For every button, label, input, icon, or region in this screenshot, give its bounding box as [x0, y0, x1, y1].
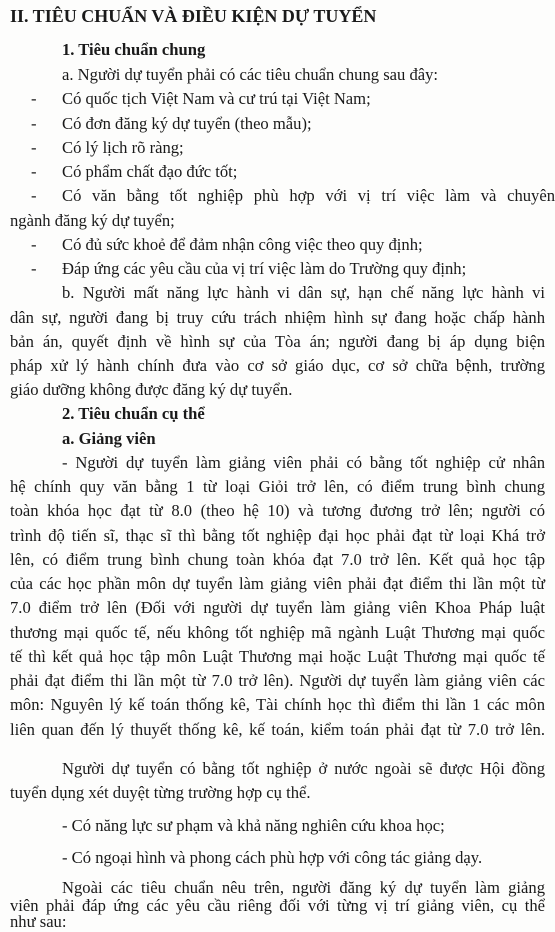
list-item-text: Có văn bằng tốt nghiệp phù hợp với vị trí việc làm và chuyên [62, 186, 555, 205]
list-item [0, 114, 555, 134]
lecturer-para-line: thương mại quốc tế, nếu không tốt nghiệp mã ngành Luật Thương mại quốc [10, 623, 545, 642]
lecturer-para-line: lên, có điểm trung bình chung toàn khóa đạt 7.0 trở lên. Kết quả học tập [10, 550, 545, 569]
paragraph-b-line: giáo dưỡng không được đăng ký dự tuyển. [10, 380, 293, 399]
lecturer-para-line: môn: Nguyên lý kế toán thống kê, Tài chính học thì điểm thi lần 1 các môn [10, 695, 545, 714]
list-item-text: Đáp ứng các yêu cầu của vị trí việc làm do Trường quy định; [62, 259, 467, 278]
subsection-title-specific: 2. Tiêu chuẩn cụ thể [62, 404, 205, 423]
dash-marker: - [31, 162, 37, 181]
list-item [0, 89, 555, 109]
list-item-text: Có quốc tịch Việt Nam và cư trú tại Việt Nam; [62, 89, 371, 108]
section-heading: II. TIÊU CHUẨN VÀ ĐIỀU KIỆN DỰ TUYỂN [10, 6, 377, 26]
paragraph-b-line: pháp xử lý hành chính đưa vào cơ sở giáo dục, cơ sở chữa bệnh, trường [10, 356, 545, 375]
list-item-text: Có đủ sức khoẻ để đảm nhận công việc theo quy định; [62, 235, 423, 254]
paragraph-b-line: bản án, quyết định về hình sự của Tòa án; người đang bị áp dụng biện [10, 332, 545, 351]
subsection-title-general: 1. Tiêu chuẩn chung [62, 40, 206, 59]
lecturer-para-line: toàn khóa học đạt từ 8.0 (theo hệ 10) và tương đương trở lên; người có [10, 501, 545, 520]
lecturer-para-line: 7.0 điểm trở lên (Đối với người dự tuyển làm giảng viên Khoa Pháp luật [10, 598, 545, 617]
lecturer-para-line: - Người dự tuyển làm giảng viên phải có bằng tốt nghiệp cử nhân [62, 453, 545, 472]
lecturer-para-line: trình độ tiến sĩ, thạc sĩ thì bằng tốt nghiệp đại học phải đạt từ loại Khá trở [10, 526, 545, 545]
lecturer-para-line: phải đạt điểm thi lần một từ 7.0 trở lên). Người dự tuyển làm giảng viên các [10, 671, 545, 690]
list-item [0, 162, 555, 182]
closing-para-line: viên phải đáp ứng các yêu cầu riêng đối với từng vị trí giảng viên, cụ thể [10, 896, 545, 915]
subheading-lecturer: a. Giảng viên [62, 429, 156, 448]
list-item-text: Có đơn đăng ký dự tuyển (theo mẫu); [62, 114, 312, 133]
paragraph-b-line: b. Người mất năng lực hành vi dân sự, hạn chế năng lực hành vi [62, 283, 545, 302]
dash-marker: - [31, 235, 37, 254]
list-item [0, 259, 555, 279]
list-item-continuation: ngành đăng ký dự tuyển; [10, 211, 175, 230]
lecturer-para-line: của các học phần môn dự tuyển làm giảng viên phải đạt điểm thi lần một từ [10, 574, 545, 593]
list-item [0, 235, 555, 255]
intro-a: a. Người dự tuyển phải có các tiêu chuẩn chung sau đây: [62, 65, 439, 84]
closing-para-line: Ngoài các tiêu chuẩn nêu trên, người đăng ký dự tuyển làm giảng [62, 878, 545, 897]
dash-marker: - [31, 138, 37, 157]
requirement-bullet: - Có ngoại hình và phong cách phù hợp với công tác giảng dạy. [62, 848, 483, 867]
foreign-degree-line: Người dự tuyển có bằng tốt nghiệp ở nước ngoài sẽ được Hội đồng [62, 759, 545, 778]
dash-marker: - [31, 259, 37, 278]
list-item [0, 186, 555, 206]
requirement-bullet: - Có năng lực sư phạm và khả năng nghiên cứu khoa học; [62, 816, 445, 835]
list-item [0, 138, 555, 158]
dash-marker: - [31, 89, 37, 108]
dash-marker: - [31, 114, 37, 133]
list-item-text: Có lý lịch rõ ràng; [62, 138, 184, 157]
foreign-degree-line: tuyển dụng xét duyệt từng trường hợp cụ thể. [10, 783, 311, 802]
lecturer-para-line: tế thì kết quả học tập môn Luật Thương mại hoặc Luật Thương mại quốc tế [10, 647, 545, 666]
list-item-text: Có phẩm chất đạo đức tốt; [62, 162, 238, 181]
lecturer-para-line: hệ chính quy văn bằng 1 từ loại Giỏi trở lên, có điểm trung bình chung [10, 477, 545, 496]
lecturer-para-line: liên quan đến lý thuyết thống kê, kế toán, kiểm toán phải đạt từ 7.0 trở lên. [10, 720, 545, 739]
dash-marker: - [31, 186, 37, 205]
paragraph-b-line: dân sự, người đang bị truy cứu trách nhiệm hình sự đang hoặc chấp hành [10, 308, 545, 327]
closing-para-line: như sau: [10, 912, 67, 931]
